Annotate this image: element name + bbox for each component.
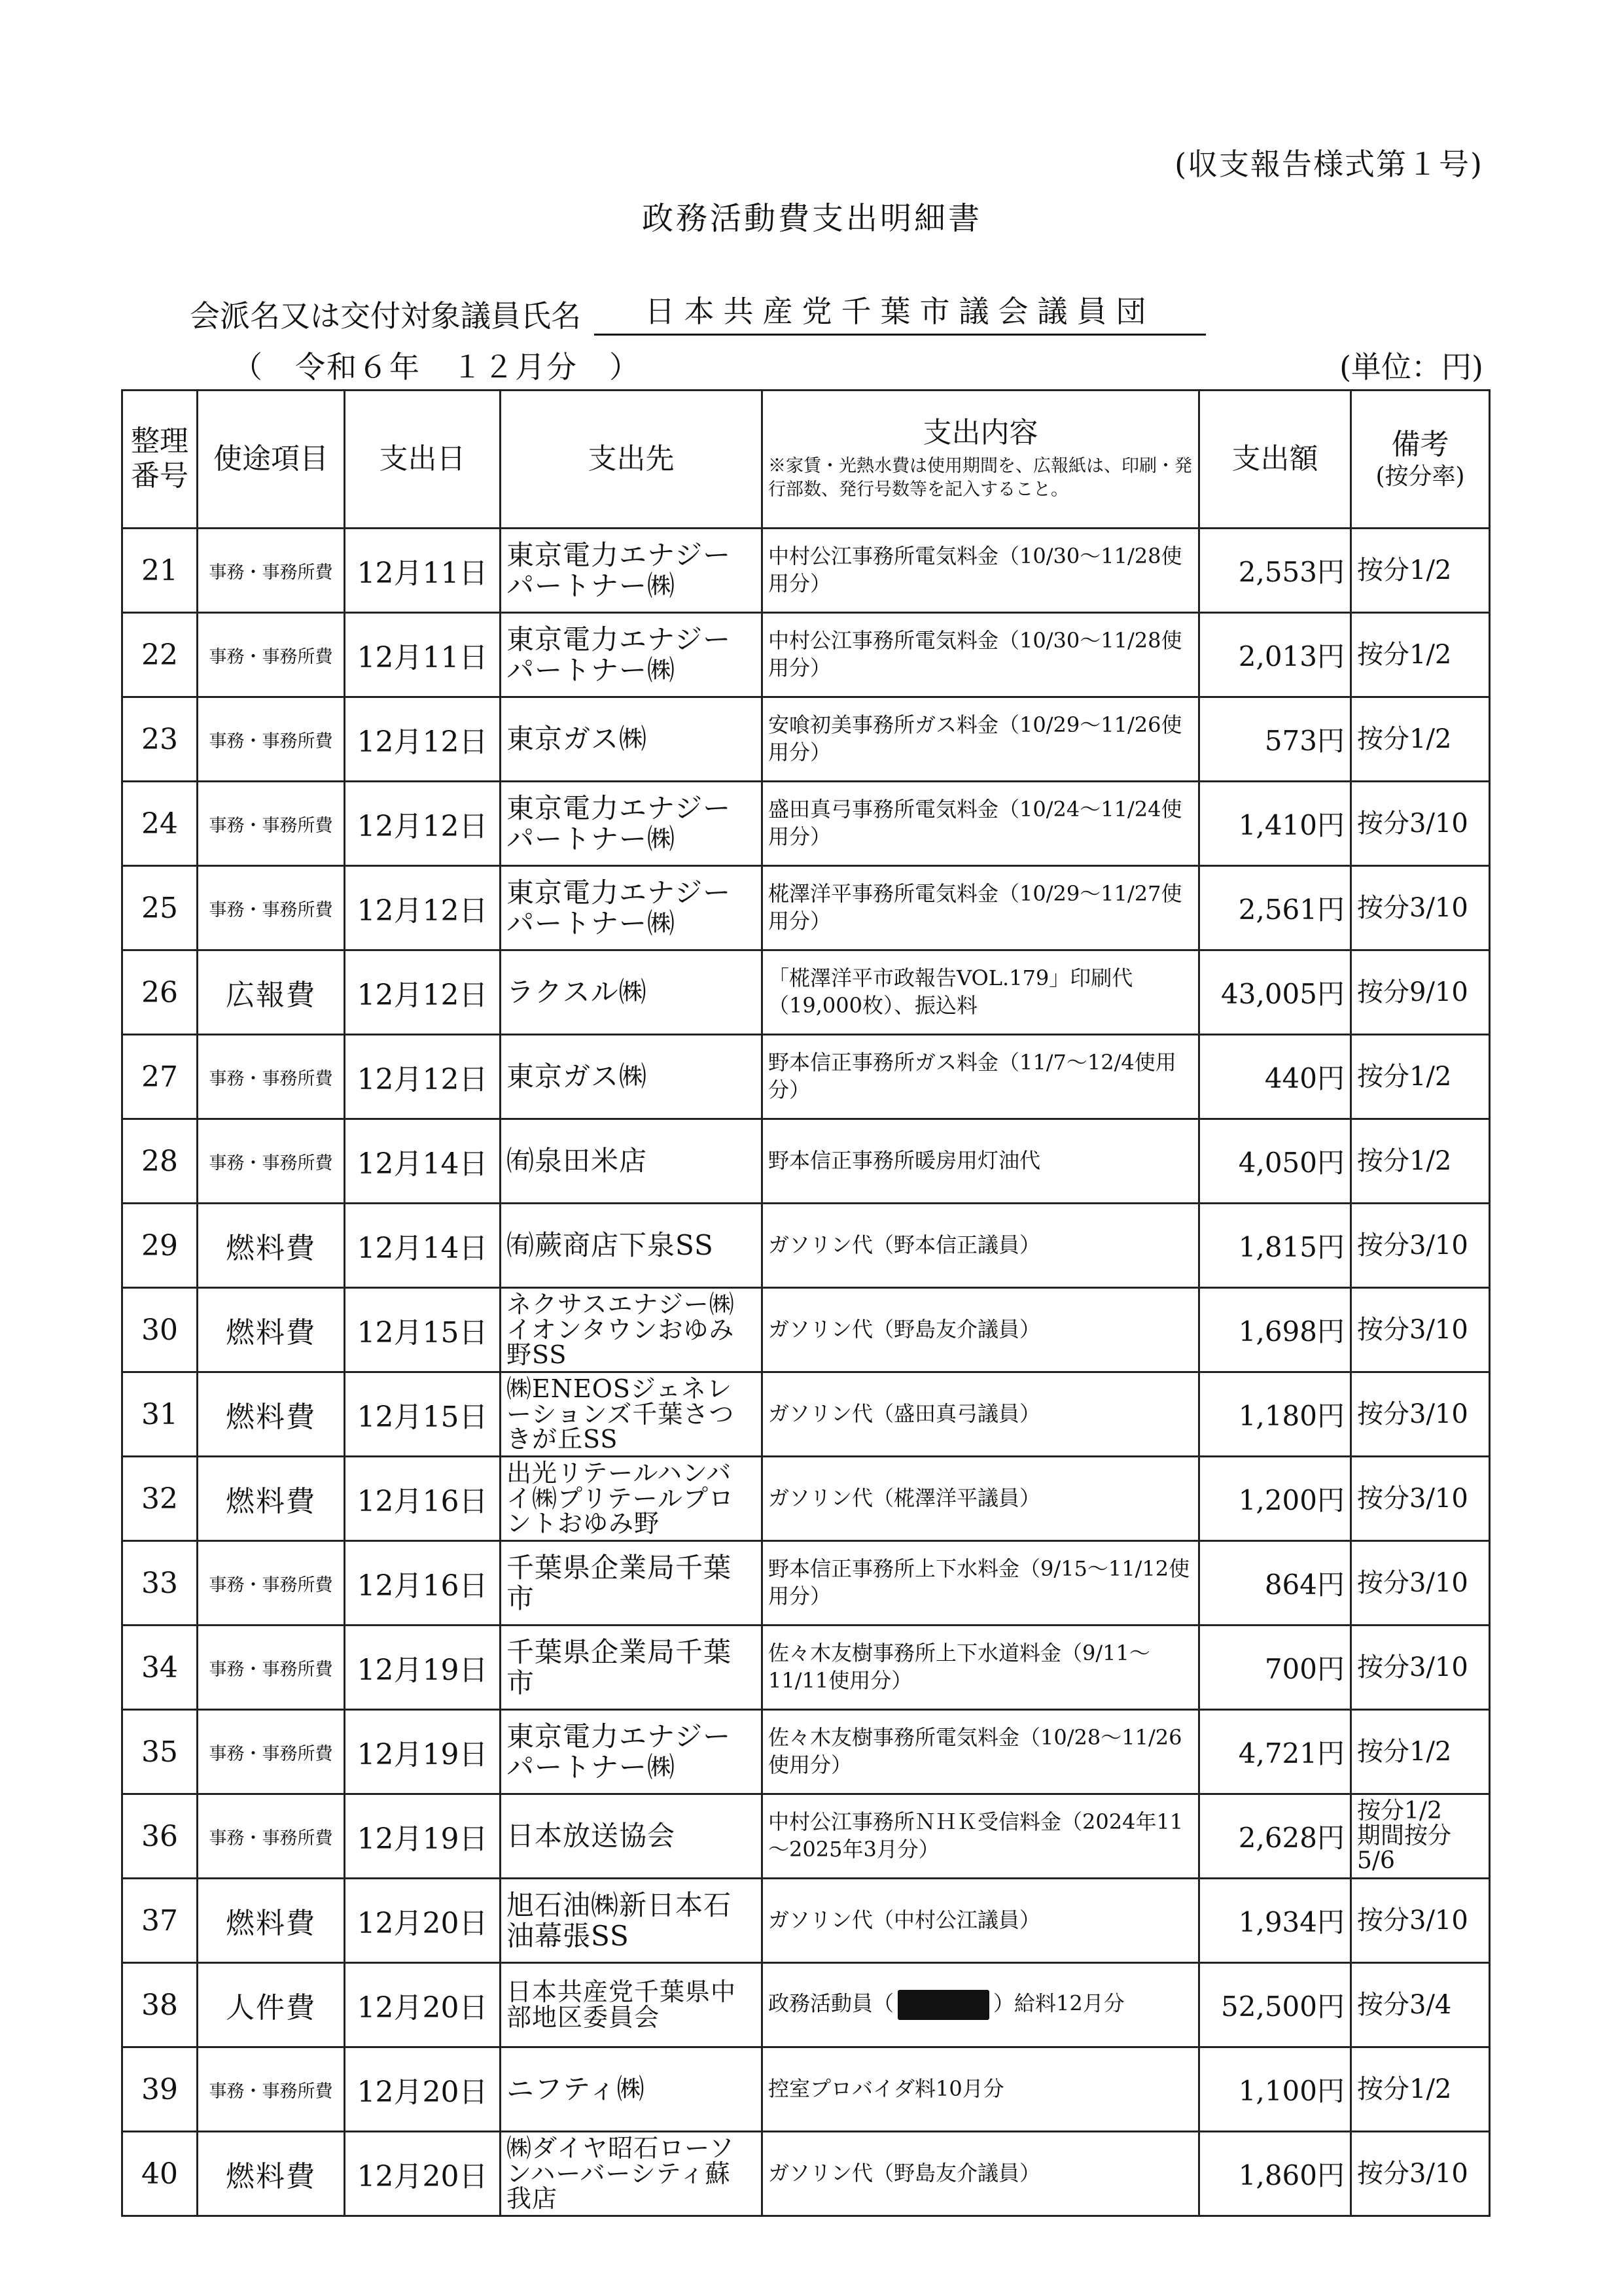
row-category: 燃料費 — [198, 1372, 345, 1457]
applicant-name: 日本共産党千葉市議会議員団 — [594, 288, 1206, 336]
row-remark: 按分3/10 — [1351, 782, 1490, 866]
col-header-no: 整理番号 — [122, 391, 198, 529]
row-remark: 按分3/10 — [1351, 1372, 1490, 1457]
row-detail: 安喰初美事務所ガス料金（10/29～11/26使用分） — [762, 697, 1199, 782]
row-category: 事務・事務所費 — [198, 1626, 345, 1710]
row-amount: 1,200円 — [1199, 1457, 1351, 1541]
row-remark: 按分1/2 — [1351, 697, 1490, 782]
row-number: 35 — [122, 1710, 198, 1794]
row-category: 事務・事務所費 — [198, 1035, 345, 1119]
row-detail — [762, 1963, 1199, 2047]
row-date: 12月14日 — [345, 1119, 501, 1204]
row-remark: 按分3/10 — [1351, 1288, 1490, 1372]
table-row — [122, 1710, 1490, 1794]
row-number: 33 — [122, 1541, 198, 1626]
row-date: 12月19日 — [345, 1710, 501, 1794]
row-category: 人件費 — [198, 1963, 345, 2047]
row-number: 40 — [122, 2132, 198, 2216]
row-amount: 1,860円 — [1199, 2132, 1351, 2216]
row-category: 燃料費 — [198, 1204, 345, 1288]
row-payee: 千葉県企業局千葉市 — [501, 1541, 762, 1626]
row-date: 12月15日 — [345, 1372, 501, 1457]
row-number: 24 — [122, 782, 198, 866]
row-amount: 1,934円 — [1199, 1879, 1351, 1963]
table-header-row — [122, 391, 1490, 529]
row-date: 12月20日 — [345, 1963, 501, 2047]
row-number: 30 — [122, 1288, 198, 1372]
row-detail: 控室プロバイダ料10月分 — [762, 2047, 1199, 2132]
row-amount: 1,100円 — [1199, 2047, 1351, 2132]
applicant-row — [190, 288, 1206, 336]
row-amount: 4,050円 — [1199, 1119, 1351, 1204]
row-amount: 440円 — [1199, 1035, 1351, 1119]
row-detail: 野本信正事務所上下水料金（9/15～11/12使用分） — [762, 1541, 1199, 1626]
row-payee: 東京電力エナジーパートナー㈱ — [501, 1710, 762, 1794]
row-category: 燃料費 — [198, 2132, 345, 2216]
row-payee: ㈲蕨商店下泉SS — [501, 1204, 762, 1288]
row-date: 12月12日 — [345, 866, 501, 950]
row-payee: 日本放送協会 — [501, 1794, 762, 1879]
table-row — [122, 529, 1490, 613]
row-payee: 日本共産党千葉県中部地区委員会 — [501, 1963, 762, 2047]
row-number: 37 — [122, 1879, 198, 1963]
table-row — [122, 2047, 1490, 2132]
row-detail-prefix: 政務活動員（ — [768, 1991, 894, 2016]
row-category: 事務・事務所費 — [198, 866, 345, 950]
row-payee: ネクサスエナジー㈱イオンタウンおゆみ野SS — [501, 1288, 762, 1372]
redaction-block — [898, 1990, 989, 2020]
row-category: 事務・事務所費 — [198, 1794, 345, 1879]
row-remark: 按分3/10 — [1351, 1541, 1490, 1626]
row-category: 広報費 — [198, 950, 345, 1035]
row-number: 34 — [122, 1626, 198, 1710]
col-header-remark-sub: (按分率) — [1375, 462, 1465, 490]
row-detail: ガソリン代（野本信正議員） — [762, 1204, 1199, 1288]
row-payee: 千葉県企業局千葉市 — [501, 1626, 762, 1710]
row-category: 燃料費 — [198, 1288, 345, 1372]
table-row — [122, 1204, 1490, 1288]
table-row — [122, 613, 1490, 697]
row-amount: 700円 — [1199, 1626, 1351, 1710]
document-title: 政務活動費支出明細書 — [641, 200, 982, 237]
row-category: 事務・事務所費 — [198, 1541, 345, 1626]
row-date: 12月20日 — [345, 2132, 501, 2216]
row-remark: 按分3/10 — [1351, 1879, 1490, 1963]
row-number: 39 — [122, 2047, 198, 2132]
row-detail: 野本信正事務所ガス料金（11/7～12/4使用分） — [762, 1035, 1199, 1119]
row-detail: 「椛澤洋平市政報告VOL.179」印刷代（19,000枚）、振込料 — [762, 950, 1199, 1035]
row-date: 12月19日 — [345, 1794, 501, 1879]
table-row — [122, 1288, 1490, 1372]
row-remark: 按分1/2 — [1351, 529, 1490, 613]
table-row — [122, 1457, 1490, 1541]
table-row — [122, 1119, 1490, 1204]
row-remark: 按分3/10 — [1351, 866, 1490, 950]
row-payee: 東京電力エナジーパートナー㈱ — [501, 782, 762, 866]
row-category: 燃料費 — [198, 1457, 345, 1541]
row-date: 12月15日 — [345, 1288, 501, 1372]
table-row — [122, 866, 1490, 950]
row-number: 25 — [122, 866, 198, 950]
row-number: 27 — [122, 1035, 198, 1119]
row-date: 12月11日 — [345, 529, 501, 613]
row-number: 28 — [122, 1119, 198, 1204]
col-header-amount: 支出額 — [1199, 391, 1351, 529]
row-amount: 4,721円 — [1199, 1710, 1351, 1794]
row-remark: 按分1/2 — [1351, 613, 1490, 697]
row-amount: 52,500円 — [1199, 1963, 1351, 2047]
row-detail: 中村公江事務所ＮＨＫ受信料金（2024年11～2025年3月分） — [762, 1794, 1199, 1879]
row-detail: 佐々木友樹事務所上下水道料金（9/11～11/11使用分） — [762, 1626, 1199, 1710]
row-category: 事務・事務所費 — [198, 1710, 345, 1794]
table-row — [122, 950, 1490, 1035]
table-row — [122, 1372, 1490, 1457]
row-remark: 按分1/2 — [1351, 2047, 1490, 2132]
applicant-label: 会派名又は交付対象議員氏名 — [190, 298, 581, 334]
table-row — [122, 1035, 1490, 1119]
row-amount: 864円 — [1199, 1541, 1351, 1626]
row-number: 29 — [122, 1204, 198, 1288]
row-detail-suffix: ）給料12月分 — [993, 1991, 1125, 2016]
row-amount: 1,698円 — [1199, 1288, 1351, 1372]
table-row — [122, 1541, 1490, 1626]
col-header-payee: 支出先 — [501, 391, 762, 529]
row-detail: 野本信正事務所暖房用灯油代 — [762, 1119, 1199, 1204]
row-number: 32 — [122, 1457, 198, 1541]
row-date: 12月12日 — [345, 1035, 501, 1119]
row-date: 12月19日 — [345, 1626, 501, 1710]
row-amount: 2,628円 — [1199, 1794, 1351, 1879]
row-amount: 2,561円 — [1199, 866, 1351, 950]
row-category: 事務・事務所費 — [198, 1119, 345, 1204]
table-row — [122, 2132, 1490, 2216]
row-number: 26 — [122, 950, 198, 1035]
period: （ 令和６年 １２月分 ） — [232, 349, 641, 385]
row-number: 38 — [122, 1963, 198, 2047]
row-detail: 盛田真弓事務所電気料金（10/24～11/24使用分） — [762, 782, 1199, 866]
row-detail: 椛澤洋平事務所電気料金（10/29～11/27使用分） — [762, 866, 1199, 950]
row-detail: ガソリン代（野島友介議員） — [762, 2132, 1199, 2216]
table-row — [122, 697, 1490, 782]
col-header-remark — [1351, 391, 1490, 529]
row-payee: ニフティ㈱ — [501, 2047, 762, 2132]
col-header-detail — [762, 391, 1199, 529]
row-payee: 東京ガス㈱ — [501, 697, 762, 782]
row-number: 31 — [122, 1372, 198, 1457]
row-category: 事務・事務所費 — [198, 2047, 345, 2132]
row-amount: 2,553円 — [1199, 529, 1351, 613]
unit-label: (単位：円) — [1339, 349, 1483, 385]
row-payee: 東京ガス㈱ — [501, 1035, 762, 1119]
row-amount: 2,013円 — [1199, 613, 1351, 697]
row-date: 12月16日 — [345, 1457, 501, 1541]
col-header-category: 使途項目 — [198, 391, 345, 529]
table-row — [122, 782, 1490, 866]
row-date: 12月14日 — [345, 1204, 501, 1288]
row-payee: ㈱ダイヤ昭石ローソンハーバーシティ蘇我店 — [501, 2132, 762, 2216]
row-category: 燃料費 — [198, 1879, 345, 1963]
row-date: 12月12日 — [345, 697, 501, 782]
row-detail: ガソリン代（椛澤洋平議員） — [762, 1457, 1199, 1541]
col-header-detail-label: 支出内容 — [923, 416, 1038, 450]
row-detail: ガソリン代（野島友介議員） — [762, 1288, 1199, 1372]
row-category: 事務・事務所費 — [198, 529, 345, 613]
row-number: 23 — [122, 697, 198, 782]
row-number: 22 — [122, 613, 198, 697]
row-payee: 東京電力エナジーパートナー㈱ — [501, 529, 762, 613]
table-row — [122, 1626, 1490, 1710]
row-payee: ㈱ENEOSジェネレーションズ千葉さつきが丘SS — [501, 1372, 762, 1457]
row-number: 21 — [122, 529, 198, 613]
row-remark: 按分1/2 — [1351, 1035, 1490, 1119]
row-remark: 按分3/4 — [1351, 1963, 1490, 2047]
row-payee: ㈲泉田米店 — [501, 1119, 762, 1204]
row-remark: 按分9/10 — [1351, 950, 1490, 1035]
row-payee: 東京電力エナジーパートナー㈱ — [501, 613, 762, 697]
row-date: 12月20日 — [345, 2047, 501, 2132]
row-amount: 43,005円 — [1199, 950, 1351, 1035]
row-date: 12月16日 — [345, 1541, 501, 1626]
form-number: (収支報告様式第１号) — [1174, 147, 1483, 182]
row-detail: ガソリン代（中村公江議員） — [762, 1879, 1199, 1963]
col-header-detail-note: ※家賃・光熱水費は使用期間を、広報紙は、印刷・発行部数、発行号数等を記入すること。 — [768, 455, 1192, 500]
row-date: 12月12日 — [345, 782, 501, 866]
row-payee: 出光リテールハンバイ㈱プリテールプロントおゆみ野 — [501, 1457, 762, 1541]
row-detail: 中村公江事務所電気料金（10/30～11/28使用分） — [762, 613, 1199, 697]
row-payee: ラクスル㈱ — [501, 950, 762, 1035]
row-remark: 按分1/2 — [1351, 1119, 1490, 1204]
row-remark: 按分3/10 — [1351, 1204, 1490, 1288]
row-date: 12月11日 — [345, 613, 501, 697]
row-category: 事務・事務所費 — [198, 613, 345, 697]
row-date: 12月12日 — [345, 950, 501, 1035]
row-remark: 按分3/10 — [1351, 1457, 1490, 1541]
row-detail: ガソリン代（盛田真弓議員） — [762, 1372, 1199, 1457]
row-number: 36 — [122, 1794, 198, 1879]
table-row — [122, 1794, 1490, 1879]
row-remark: 按分1/2 — [1351, 1710, 1490, 1794]
row-payee: 旭石油㈱新日本石油幕張SS — [501, 1879, 762, 1963]
table-row — [122, 1879, 1490, 1963]
row-category: 事務・事務所費 — [198, 697, 345, 782]
col-header-date: 支出日 — [345, 391, 501, 529]
row-amount: 1,180円 — [1199, 1372, 1351, 1457]
row-remark: 按分3/10 — [1351, 2132, 1490, 2216]
row-category: 事務・事務所費 — [198, 782, 345, 866]
row-detail: 中村公江事務所電気料金（10/30～11/28使用分） — [762, 529, 1199, 613]
row-amount: 1,410円 — [1199, 782, 1351, 866]
row-remark: 按分1/2 期間按分 5/6 — [1351, 1794, 1490, 1879]
row-amount: 573円 — [1199, 697, 1351, 782]
row-date: 12月20日 — [345, 1879, 501, 1963]
col-header-remark-label: 備考 — [1391, 428, 1449, 461]
row-amount: 1,815円 — [1199, 1204, 1351, 1288]
row-payee: 東京電力エナジーパートナー㈱ — [501, 866, 762, 950]
table-row — [122, 1963, 1490, 2047]
expense-table — [121, 389, 1491, 2217]
row-detail: 佐々木友樹事務所電気料金（10/28～11/26使用分） — [762, 1710, 1199, 1794]
row-remark: 按分3/10 — [1351, 1626, 1490, 1710]
